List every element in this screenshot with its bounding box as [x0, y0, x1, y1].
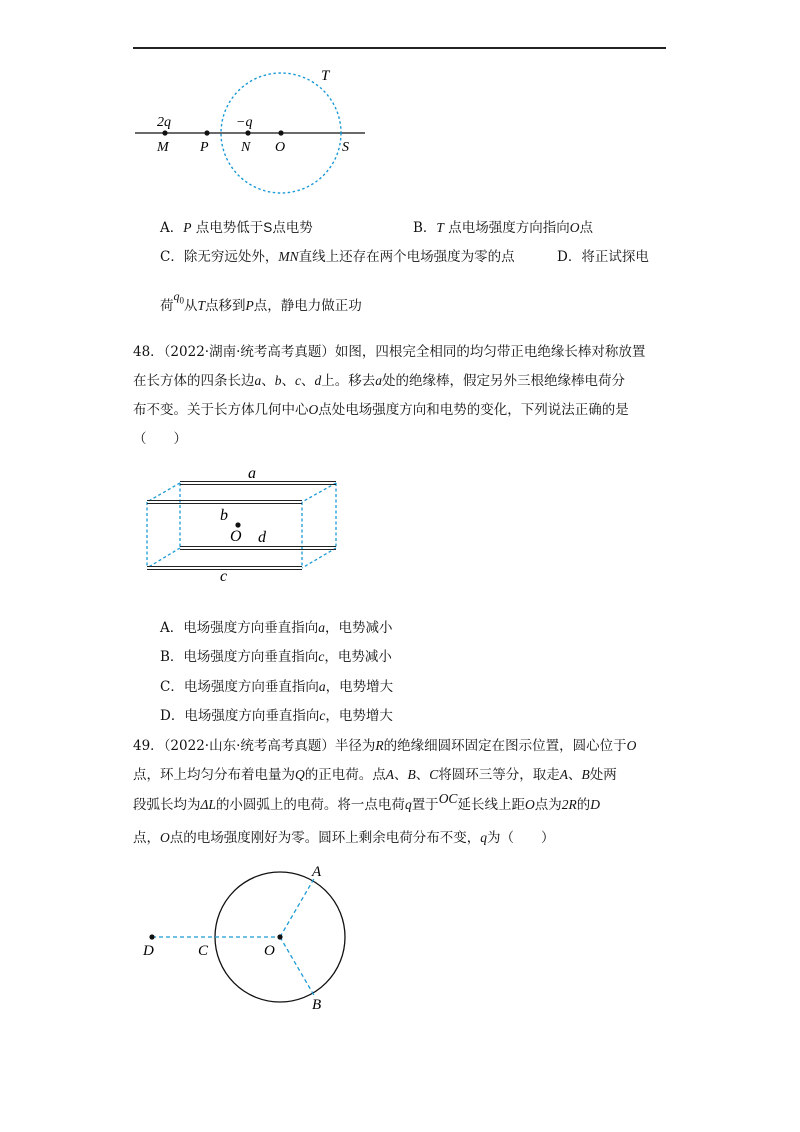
q49-number: 49．	[133, 738, 164, 754]
label-o: O	[264, 943, 275, 959]
q47-option-d-continued: 荷$q_0$从T点移到P点，静电力做正功	[160, 289, 362, 314]
label-p: P	[200, 140, 209, 155]
q48-option-d: D．电场强度方向垂直指向c，电势增大	[160, 708, 393, 724]
point-m	[162, 130, 167, 135]
q48-stem-line1: 48．（2022·湖南·统考高考真题）如图，四根完全相同的均匀带正电绝缘长棒对称放置	[133, 344, 646, 360]
line-ob	[280, 937, 315, 997]
label-d: d	[258, 529, 266, 546]
q47-option-d: D．将正试探电	[557, 249, 649, 265]
label-2q: 2q	[157, 115, 171, 130]
point-p	[204, 130, 209, 135]
figure-charges-circle	[130, 62, 370, 197]
label-c: C	[198, 943, 209, 959]
q48-option-b: B．电场强度方向垂直指向c，电势减小	[160, 649, 392, 665]
label-a: a	[248, 465, 256, 482]
point-n	[245, 130, 250, 135]
label-n: N	[241, 140, 251, 155]
q49-stem-line4: 点，O点的电场强度刚好为零。圆环上剩余电荷分布不变，q为（ ）	[133, 830, 555, 846]
center-point-o	[235, 522, 240, 527]
label-m: M	[157, 140, 169, 155]
q47-option-c: C．除无穷远处外，MN直线上还存在两个电场强度为零的点	[160, 249, 515, 265]
point-o	[278, 130, 283, 135]
q49-stem-line1: 49．（2022·山东·统考高考真题）半径为R的绝缘细圆环固定在图示位置，圆心位于O	[133, 738, 637, 754]
label-d: D	[143, 943, 154, 959]
rod-d	[180, 547, 336, 550]
rod-a	[180, 482, 336, 485]
line-oa	[280, 877, 315, 937]
q48-stem-line2: 在长方体的四条长边a、b、c、d上。移去a处的绝缘棒，假定另外三根绝缘棒电荷分	[133, 373, 625, 389]
header-rule	[133, 47, 666, 49]
q48-option-a: A．电场强度方向垂直指向a，电势减小	[160, 620, 393, 636]
label-a: A	[312, 864, 322, 880]
q48-option-c: C．电场强度方向垂直指向a，电势增大	[160, 679, 394, 695]
figure-ring	[140, 862, 355, 1012]
rod-b	[147, 501, 302, 504]
q48-answer-blank: （ ）	[133, 431, 187, 447]
label-t: T	[321, 68, 330, 84]
figure-box-rods	[140, 462, 345, 587]
q48-number: 48．	[133, 344, 164, 360]
label-o: O	[230, 528, 242, 545]
q47-option-a: A．P 点电势低于S点电势	[160, 220, 313, 236]
label-b: B	[312, 997, 322, 1012]
q49-stem-line3: 段弧长均为ΔL的小圆弧上的电荷。将一点电荷q置于OC延长线上距O点为2R的D	[133, 791, 600, 813]
label-o: O	[275, 140, 286, 155]
label-neg-q: −q	[236, 115, 253, 130]
q48-stem-line3: 布不变。关于长方体几何中心O点处电场强度方向和电势的变化，下列说法正确的是	[133, 402, 629, 418]
point-o	[277, 934, 282, 939]
point-d	[149, 934, 154, 939]
q49-stem-line2: 点，环上均匀分布着电量为Q的正电荷。点A、B、C将圆环三等分，取走A、B处两	[133, 767, 617, 783]
label-s: S	[342, 140, 349, 155]
q48-source: （2022·湖南·统考高考真题）	[163, 344, 335, 360]
q49-source: （2022·山东·统考高考真题）	[163, 738, 335, 754]
label-b: b	[220, 507, 228, 524]
label-c: c	[220, 568, 228, 585]
q47-option-b: B．T 点电场强度方向指向O点	[413, 220, 593, 236]
